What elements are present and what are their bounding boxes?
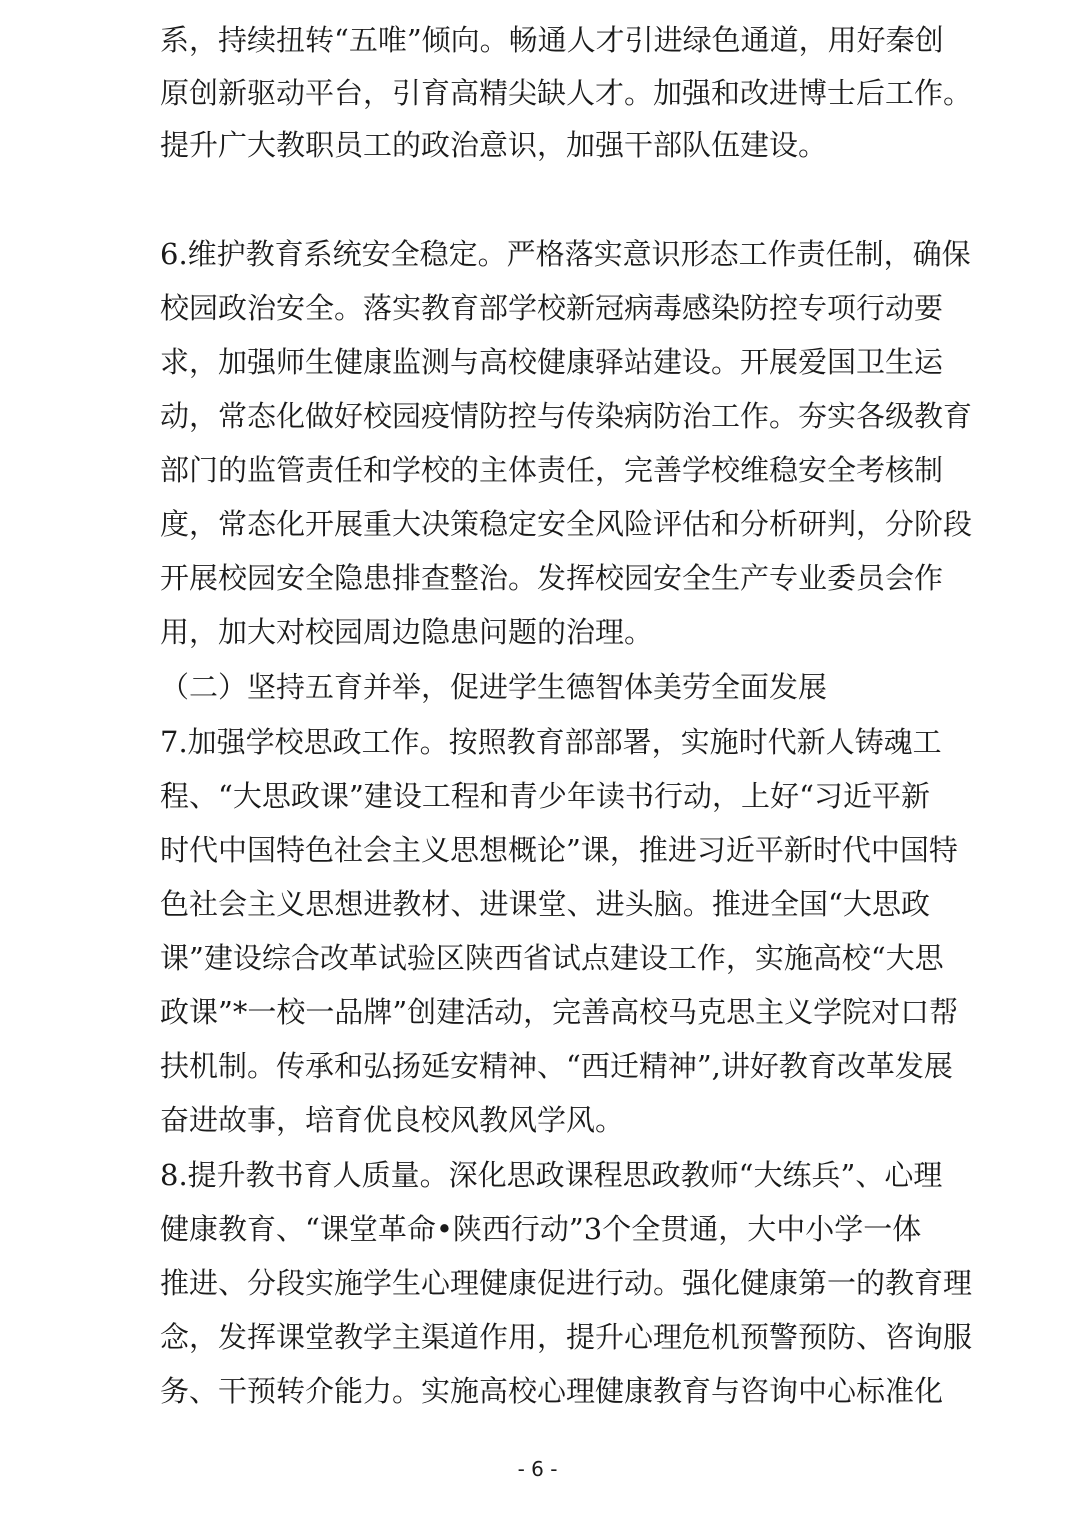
section-item-8: 8.提升教书育人质量。深化思政课程思政教师“大练兵”、心理	[160, 1158, 943, 1192]
body-text-line: 提升广大教职员工的政治意识，加强干部队伍建设。	[160, 128, 828, 162]
section-item-6: 6.维护教育系统安全稳定。严格落实意识形态工作责任制，确保	[160, 237, 971, 271]
body-text-line: 程、“大思政课”建设工程和青少年读书行动，上好“习近平新	[160, 779, 930, 813]
body-text-line: 部门的监管责任和学校的主体责任，完善学校维稳安全考核制	[160, 453, 944, 487]
body-text-line: 健康教育、“课堂革命•陕西行动”3个全贯通，大中小学一体	[160, 1212, 922, 1246]
body-text-line: 开展校园安全隐患排查整治。发挥校园安全生产专业委员会作	[160, 561, 944, 595]
body-text-line: 政课”*一校一品牌”创建活动，完善高校马克思主义学院对口帮	[160, 995, 959, 1029]
body-text-line: 求，加强师生健康监测与高校健康驿站建设。开展爱国卫生运	[160, 345, 944, 379]
section-heading: （二）坚持五育并举，促进学生德智体美劳全面发展	[160, 670, 828, 704]
body-text-line: 色社会主义思想进教材、进课堂、进头脑。推进全国“大思政	[160, 887, 930, 921]
body-text-line: 念，发挥课堂教学主渠道作用，提升心理危机预警预防、咨询服	[160, 1320, 973, 1354]
body-text-line: 扶机制。传承和弘扬延安精神、“西迁精神”,讲好教育改革发展	[160, 1049, 953, 1083]
body-text-line: 系，持续扭转“五唯”倾向。畅通人才引进绿色通道，用好秦创	[160, 23, 944, 57]
page-number: - 6 -	[517, 1457, 558, 1481]
body-text-line: 原创新驱动平台，引育高精尖缺人才。加强和改进博士后工作。	[160, 76, 973, 110]
section-item-7: 7.加强学校思政工作。按照教育部部署，实施时代新人铸魂工	[160, 725, 942, 759]
body-text-line: 动，常态化做好校园疫情防控与传染病防治工作。夯实各级教育	[160, 399, 973, 433]
body-text-line: 奋进故事，培育优良校风教风学风。	[160, 1103, 625, 1137]
body-text-line: 课”建设综合改革试验区陕西省试点建设工作，实施高校“大思	[160, 941, 944, 975]
body-text-line: 度，常态化开展重大决策稳定安全风险评估和分析研判，分阶段	[160, 507, 973, 541]
body-text-line: 务、干预转介能力。实施高校心理健康教育与咨询中心标准化	[160, 1374, 944, 1408]
body-text-line: 用，加大对校园周边隐患问题的治理。	[160, 615, 654, 649]
body-text-line: 推进、分段实施学生心理健康促进行动。强化健康第一的教育理	[160, 1266, 973, 1300]
body-text-line: 时代中国特色社会主义思想概论”课，推进习近平新时代中国特	[160, 833, 958, 867]
body-text-line: 校园政治安全。落实教育部学校新冠病毒感染防控专项行动要	[160, 291, 944, 325]
